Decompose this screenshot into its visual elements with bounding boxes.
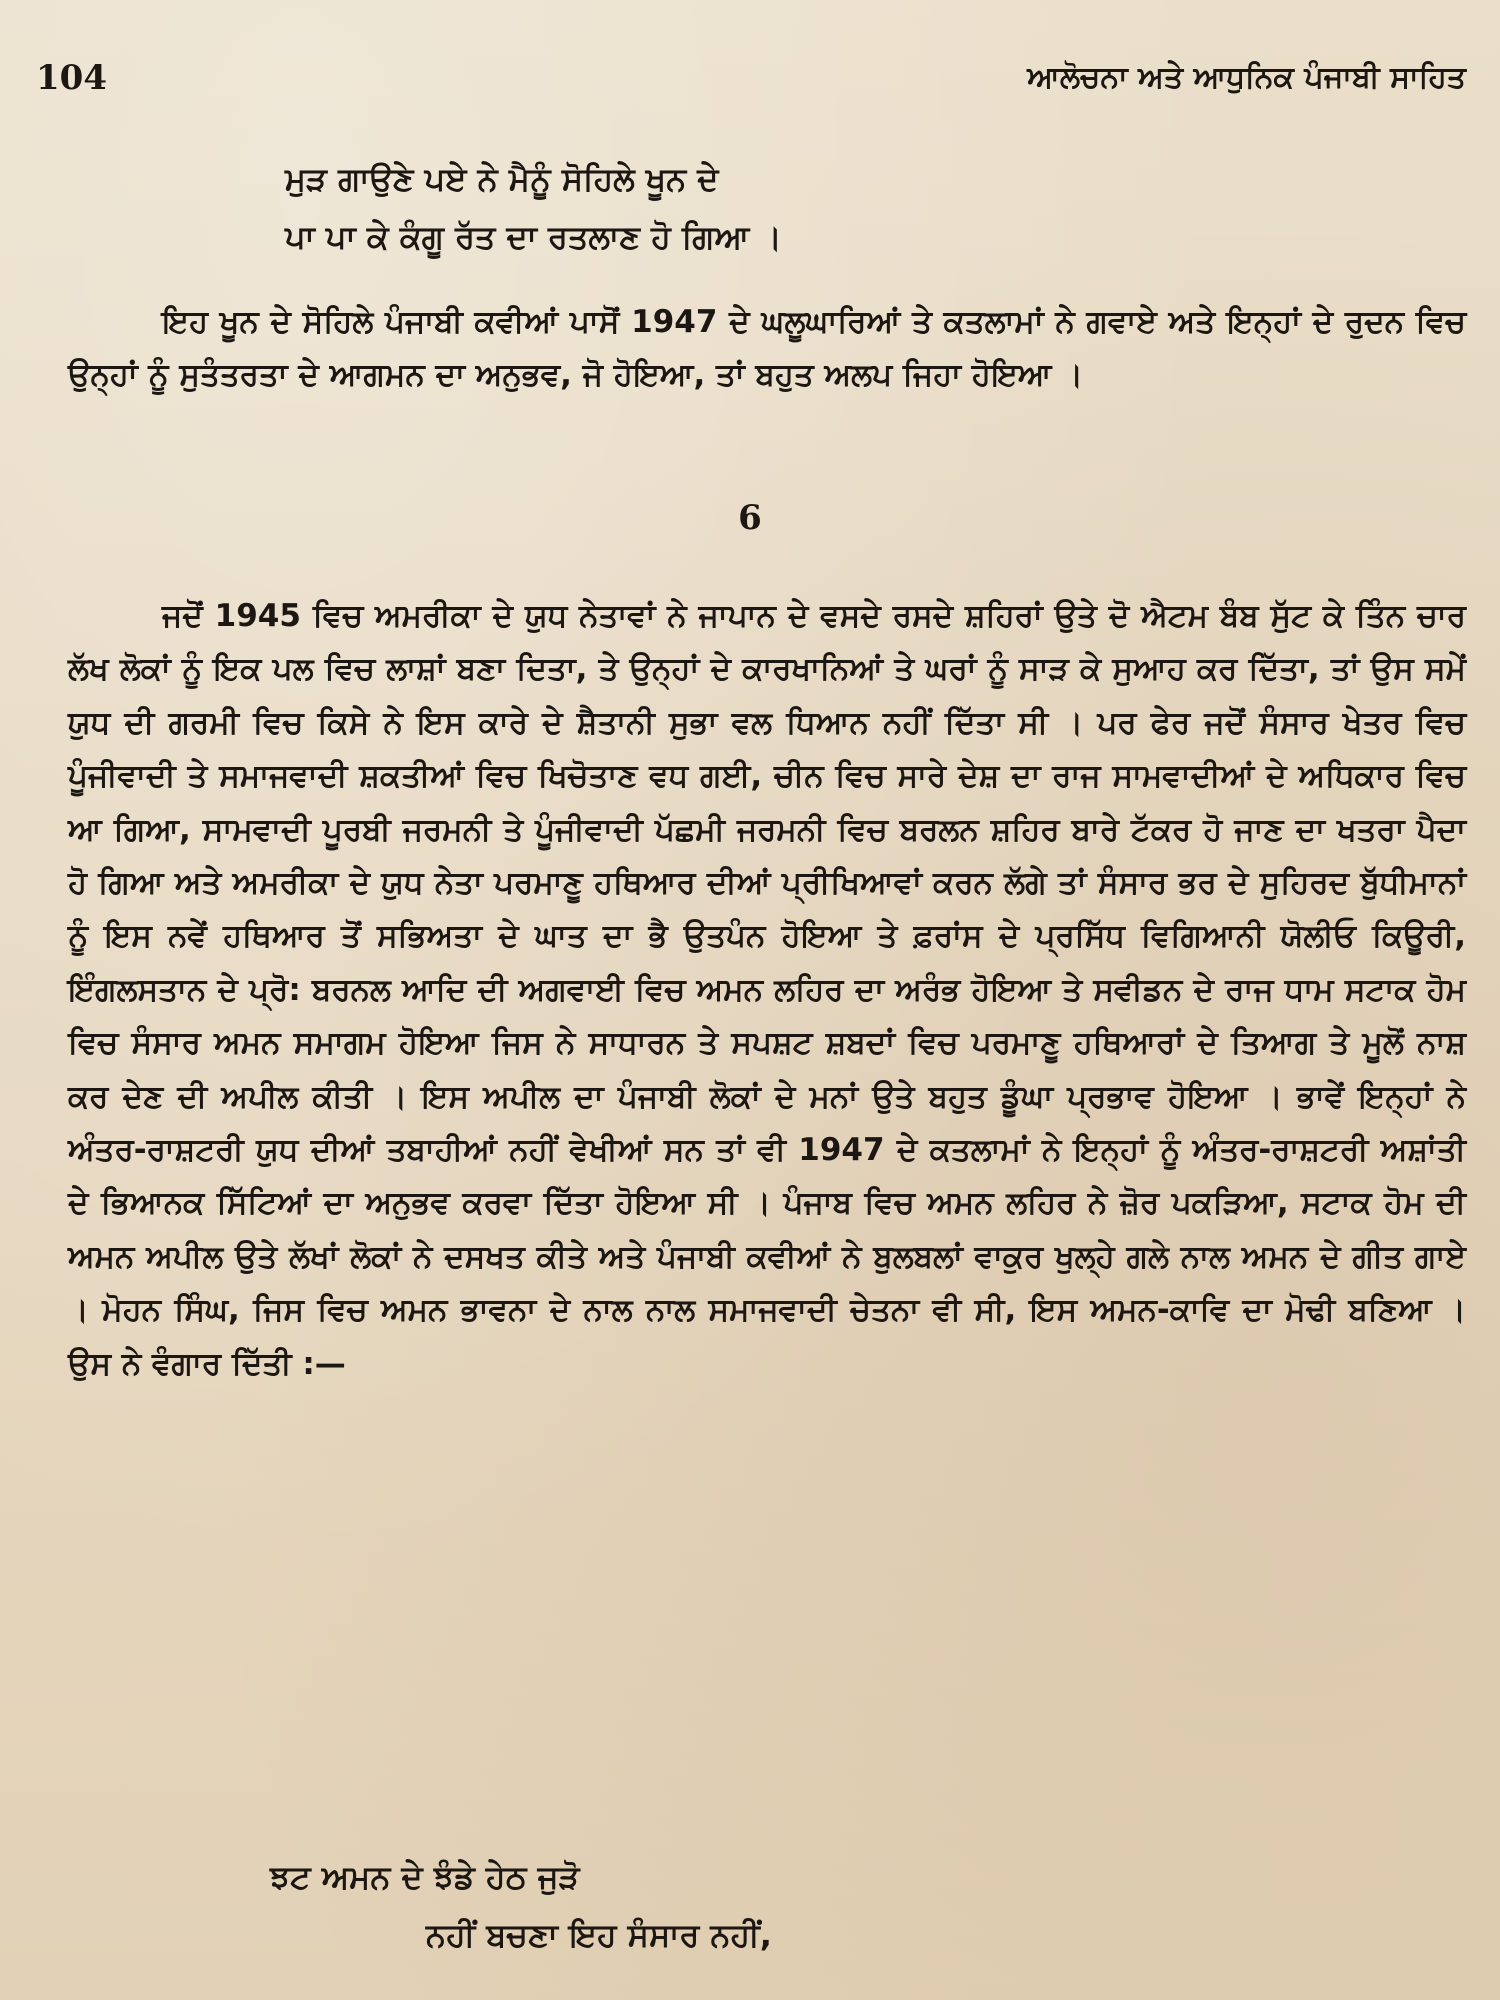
verse-line: ਮੁੜ ਗਾਉਣੇ ਪਏ ਨੇ ਮੈਨੂੰ ਸੋਹਿਲੇ ਖੂਨ ਦੇ	[285, 160, 719, 198]
verse-line: ਨਹੀਂ ਬਚਣਾ ਇਹ ਸੰਸਾਰ ਨਹੀਂ,	[426, 1916, 772, 1954]
verse-top	[285, 150, 782, 266]
paragraph-1: ਇਹ ਖੂਨ ਦੇ ਸੋਹਿਲੇ ਪੰਜਾਬੀ ਕਵੀਆਂ ਪਾਸੋਂ 1947 ਦੇ ਘਲੂਘਾਰਿਆਂ ਤੇ ਕਤਲਾਮਾਂ ਨੇ ਗਵਾਏ ਅਤੇ ਇਨ੍ਹਾਂ ਦੇ ਰੁਦਨ ਵਿਚ ਉਨ੍ਹਾਂ ਨੂੰ ਸੁਤੰਤਰਤਾ ਦੇ ਆਗਮਨ ਦਾ ਅਨੁਭਵ, ਜੋ ਹੋਇਆ, ਤਾਂ ਬਹੁਤ ਅਲਪ ਜਿਹਾ ਹੋਇਆ ।	[68, 304, 1466, 393]
verse-line: ਝਟ ਅਮਨ ਦੇ ਝੰਡੇ ਹੇਠ ਜੁੜੋ	[270, 1858, 580, 1896]
running-head: ਆਲੋਚਨਾ ਅਤੇ ਆਧੁਨਿਕ ਪੰਜਾਬੀ ਸਾਹਿਤ	[1027, 60, 1466, 95]
verse-line: ਪਾ ਪਾ ਕੇ ਕੰਗੂ ਰੱਤ ਦਾ ਰਤਲਾਣ ਹੋ ਗਿਆ ।	[285, 218, 782, 256]
verse-bottom	[270, 1848, 772, 1964]
page-number: 104	[36, 58, 107, 98]
page-header	[36, 58, 1466, 106]
section-number: 6	[738, 498, 762, 538]
show-through-bleed	[980, 0, 1500, 40]
paragraph-2: ਜਦੋਂ 1945 ਵਿਚ ਅਮਰੀਕਾ ਦੇ ਯੁਧ ਨੇਤਾਵਾਂ ਨੇ ਜਾਪਾਨ ਦੇ ਵਸਦੇ ਰਸਦੇ ਸ਼ਹਿਰਾਂ ਉਤੇ ਦੋ ਐਟਮ ਬੰਬ ਸੁੱਟ ਕੇ ਤਿੰਨ ਚਾਰ ਲੱਖ ਲੋਕਾਂ ਨੂੰ ਇਕ ਪਲ ਵਿਚ ਲਾਸ਼ਾਂ ਬਣਾ ਦਿਤਾ, ਤੇ ਉਨ੍ਹਾਂ ਦੇ ਕਾਰਖਾਨਿਆਂ ਤੇ ਘਰਾਂ ਨੂੰ ਸਾੜ ਕੇ ਸੁਆਹ ਕਰ ਦਿੱਤਾ, ਤਾਂ ਉਸ ਸਮੇਂ ਯੁਧ ਦੀ ਗਰਮੀ ਵਿਚ ਕਿਸੇ ਨੇ ਇਸ ਕਾਰੇ ਦੇ ਸ਼ੈਤਾਨੀ ਸੁਭਾ ਵਲ ਧਿਆਨ ਨਹੀਂ ਦਿੱਤਾ ਸੀ । ਪਰ ਫੇਰ ਜਦੋਂ ਸੰਸਾਰ ਖੇਤਰ ਵਿਚ ਪੂੰਜੀਵਾਦੀ ਤੇ ਸਮਾਜਵਾਦੀ ਸ਼ਕਤੀਆਂ ਵਿਚ ਖਿਚੋਤਾਣ ਵਧ ਗਈ, ਚੀਨ ਵਿਚ ਸਾਰੇ ਦੇਸ਼ ਦਾ ਰਾਜ ਸਾਮਵਾਦੀਆਂ ਦੇ ਅਧਿਕਾਰ ਵਿਚ ਆ ਗਿਆ, ਸਾਮਵਾਦੀ ਪੂਰਬੀ ਜਰਮਨੀ ਤੇ ਪੂੰਜੀਵਾਦੀ ਪੱਛਮੀ ਜਰਮਨੀ ਵਿਚ ਬਰਲਨ ਸ਼ਹਿਰ ਬਾਰੇ ਟੱਕਰ ਹੋ ਜਾਣ ਦਾ ਖਤਰਾ ਪੈਦਾ ਹੋ ਗਿਆ ਅਤੇ ਅਮਰੀਕਾ ਦੇ ਯੁਧ ਨੇਤਾ ਪਰਮਾਣੂ ਹਥਿਆਰ ਦੀਆਂ ਪ੍ਰੀਖਿਆਵਾਂ ਕਰਨ ਲੱਗੇ ਤਾਂ ਸੰਸਾਰ ਭਰ ਦੇ ਸੁਹਿਰਦ ਬੁੱਧੀਮਾਨਾਂ ਨੂੰ ਇਸ ਨਵੇਂ ਹਥਿਆਰ ਤੋਂ ਸਭਿਅਤਾ ਦੇ ਘਾਤ ਦਾ ਭੈ ਉਤਪੰਨ ਹੋਇਆ ਤੇ ਫ਼ਰਾਂਸ ਦੇ ਪ੍ਰਸਿੱਧ ਵਿਗਿਆਨੀ ਯੋਲੀਓ ਕਿਊਰੀ, ਇੰਗਲਸਤਾਨ ਦੇ ਪ੍ਰੋ: ਬਰਨਲ ਆਦਿ ਦੀ ਅਗਵਾਈ ਵਿਚ ਅਮਨ ਲਹਿਰ ਦਾ ਅਰੰਭ ਹੋਇਆ ਤੇ ਸਵੀਡਨ ਦੇ ਰਾਜ ਧਾਮ ਸਟਾਕ ਹੋਮ ਵਿਚ ਸੰਸਾਰ ਅਮਨ ਸਮਾਗਮ ਹੋਇਆ ਜਿਸ ਨੇ ਸਾਧਾਰਨ ਤੇ ਸਪਸ਼ਟ ਸ਼ਬਦਾਂ ਵਿਚ ਪਰਮਾਣੂ ਹਥਿਆਰਾਂ ਦੇ ਤਿਆਗ ਤੇ ਮੂਲੋਂ ਨਾਸ਼ ਕਰ ਦੇਣ ਦੀ ਅਪੀਲ ਕੀਤੀ । ਇਸ ਅਪੀਲ ਦਾ ਪੰਜਾਬੀ ਲੋਕਾਂ ਦੇ ਮਨਾਂ ਉਤੇ ਬਹੁਤ ਡੂੰਘਾ ਪ੍ਰਭਾਵ ਹੋਇਆ । ਭਾਵੇਂ ਇਨ੍ਹਾਂ ਨੇ ਅੰਤਰ-ਰਾਸ਼ਟਰੀ ਯੁਧ ਦੀਆਂ ਤਬਾਹੀਆਂ ਨਹੀਂ ਵੇਖੀਆਂ ਸਨ ਤਾਂ ਵੀ 1947 ਦੇ ਕਤਲਾਮਾਂ ਨੇ ਇਨ੍ਹਾਂ ਨੂੰ ਅੰਤਰ-ਰਾਸ਼ਟਰੀ ਅਸ਼ਾਂਤੀ ਦੇ ਭਿਆਨਕ ਸਿੱਟਿਆਂ ਦਾ ਅਨੁਭਵ ਕਰਵਾ ਦਿੱਤਾ ਹੋਇਆ ਸੀ । ਪੰਜਾਬ ਵਿਚ ਅਮਨ ਲਹਿਰ ਨੇ ਜ਼ੋਰ ਪਕੜਿਆ, ਸਟਾਕ ਹੋਮ ਦੀ ਅਮਨ ਅਪੀਲ ਉਤੇ ਲੱਖਾਂ ਲੋਕਾਂ ਨੇ ਦਸਖਤ ਕੀਤੇ ਅਤੇ ਪੰਜਾਬੀ ਕਵੀਆਂ ਨੇ ਬੁਲਬਲਾਂ ਵਾਕੁਰ ਖੁਲ੍ਹੇ ਗਲੇ ਨਾਲ ਅਮਨ ਦੇ ਗੀਤ ਗਾਏ । ਮੋਹਨ ਸਿੰਘ, ਜਿਸ ਵਿਚ ਅਮਨ ਭਾਵਨਾ ਦੇ ਨਾਲ ਨਾਲ ਸਮਾਜਵਾਦੀ ਚੇਤਨਾ ਵੀ ਸੀ, ਇਸ ਅਮਨ-ਕਾਵਿ ਦਾ ਮੋਢੀ ਬਣਿਆ । ਉਸ ਨੇ ਵੰਗਾਰ ਦਿੱਤੀ :—	[68, 598, 1466, 1382]
